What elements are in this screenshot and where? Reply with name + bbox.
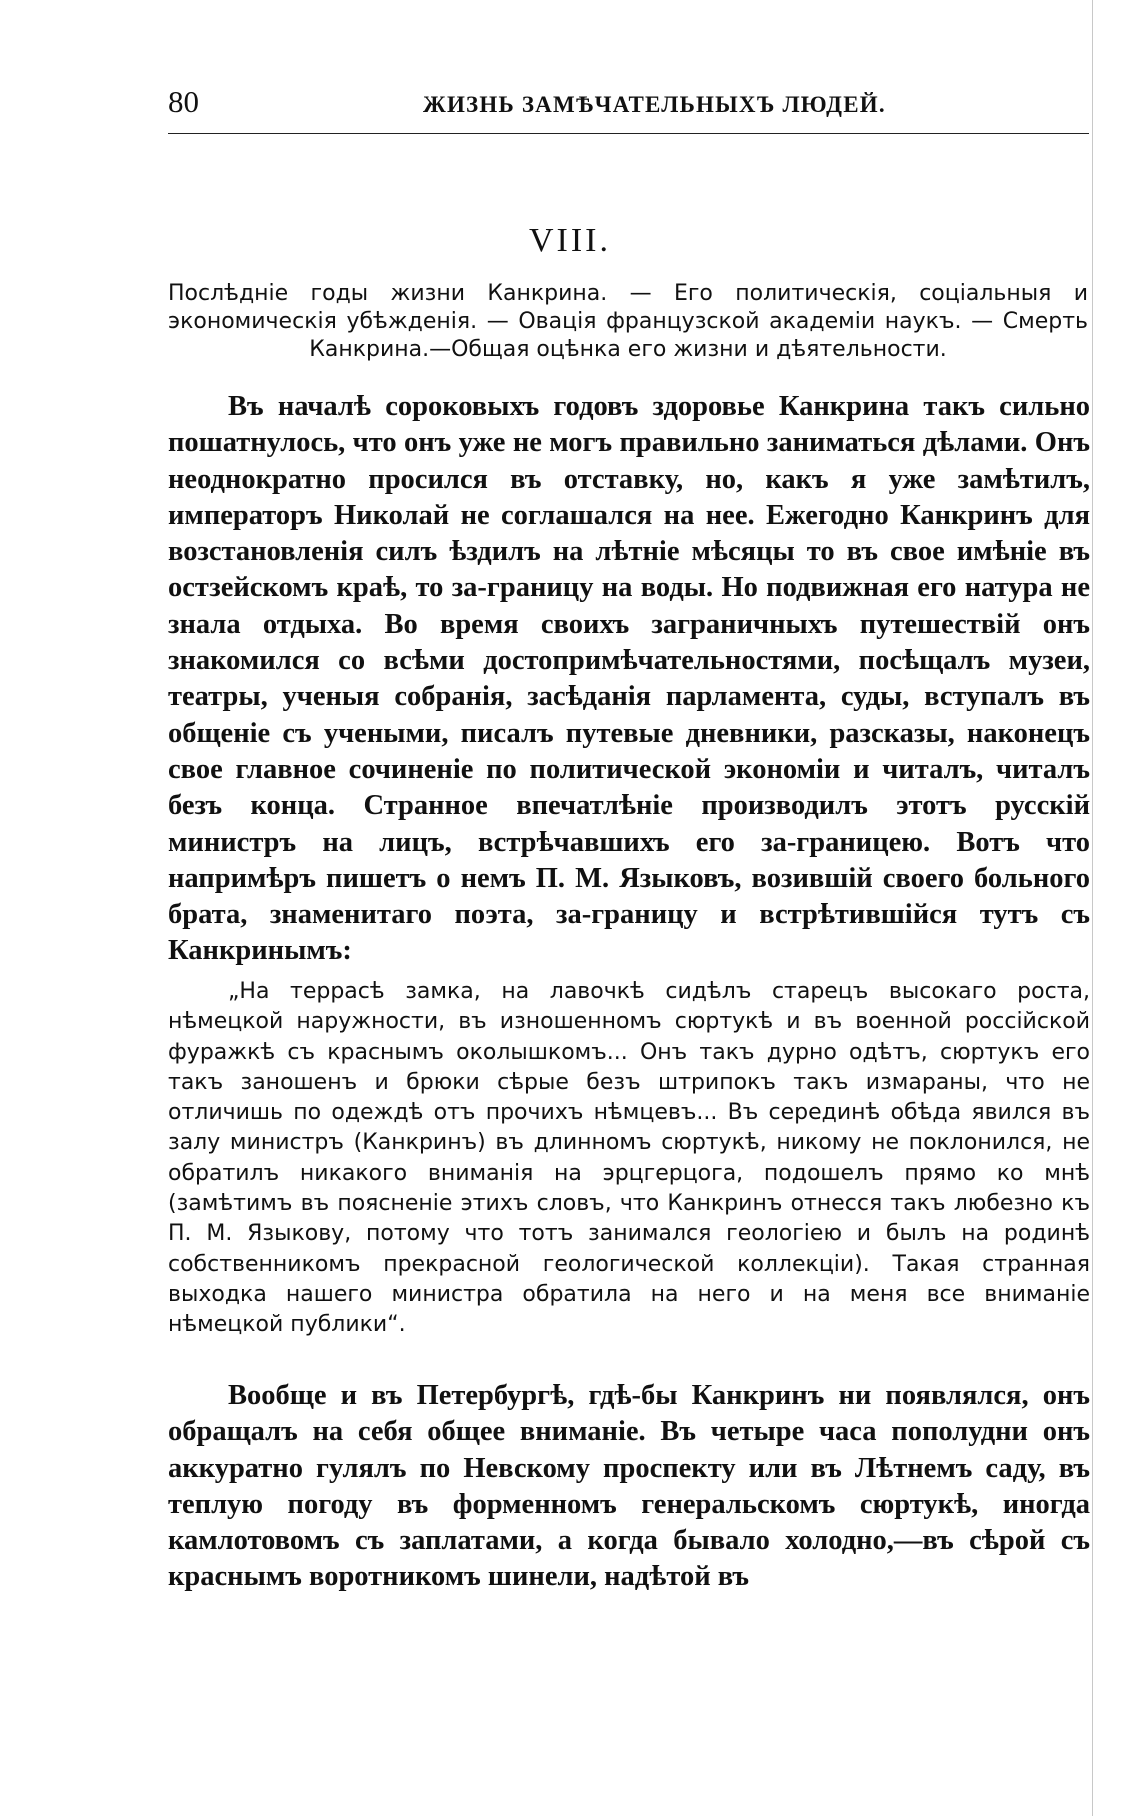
block-quote: „На террасѣ замка, на лавочкѣ сидѣлъ старецъ высокаго роста, нѣмецкой наружности, въ изношенномъ сюртукѣ и въ военной россійской фуражкѣ съ краснымъ околышкомъ... Онъ такъ дурно одѣтъ, сюртукъ его такъ заношенъ и брюки сѣрые безъ штрипокъ такъ измараны, что не отличишь по одеждѣ отъ прочихъ нѣмцевъ... Въ серединѣ обѣда явился въ залу министръ (Канкринъ) въ длинномъ сюртукѣ, никому не поклонился, не обратилъ никакого вниманія на эрцгерцога, подошелъ прямо ко мнѣ (замѣтимъ въ поясненіе этихъ словъ, что Канкринъ отнесся такъ любезно къ П. М. Языкову, потому что тотъ занимался геологіею и былъ на родинѣ собственникомъ прекрасной геологической коллекціи). Такая странная выходка нашего министра обратила на него и на меня все вниманіе нѣмецкой публики“. <box>168 979 1090 1338</box>
body-paragraph-2: Вообще и въ Петербургѣ, гдѣ-бы Канкринъ ни появлялся, онъ обращалъ на себя общее вниманіе. Въ четыре часа пополудни онъ аккуратно гулялъ по Невскому проспекту или въ Лѣтнемъ саду, въ теплую погоду въ форменномъ генеральскомъ сюртукѣ, иногда камлотовомъ съ заплатами, а когда бывало холодно,—въ сѣрой съ краснымъ воротникомъ шинели, надѣтой въ <box>168 1380 1090 1593</box>
page-number: 80 <box>168 84 199 119</box>
chapter-number: VIII. <box>528 222 612 259</box>
header-rule <box>168 133 1089 134</box>
body-paragraph-1: Въ началѣ сороковыхъ годовъ здоровье Канкрина такъ сильно пошатнулось, что онъ уже не могъ правильно заниматься дѣлами. Онъ неоднократно просился въ отставку, но, какъ я уже замѣтилъ, императоръ Николай не соглашался на нее. Ежегодно Канкринъ для возстановленія силъ ѣздилъ на лѣтніе мѣсяцы то въ свое имѣніе въ остзейскомъ краѣ, то за-границу на воды. Но подвижная его натура не знала отдыха. Во время своихъ заграничныхъ путешествій онъ знакомился со всѣми достопримѣчательностями, посѣщалъ музеи, театры, ученыя собранія, засѣданія парламента, суды, вступалъ въ общеніе съ учеными, писалъ путевые дневники, разсказы, наконецъ свое главное сочиненіе по политической экономіи и читалъ, читалъ безъ конца. Странное впечатлѣніе производилъ этотъ русскій министръ на лицъ, встрѣчавшихъ его за-границею. Вотъ что напримѣръ пишетъ о немъ П. М. Языковъ, возившій своего больного брата, знаменитаго поэта, за-границу и встрѣтившійся тутъ съ Канкринымъ: <box>168 391 1090 967</box>
running-header <box>168 80 1088 130</box>
page-edge-line <box>1092 0 1093 1816</box>
chapter-summary: Послѣдніе годы жизни Канкрина. — Его политическія, соціальныя и экономическія убѣжденія. — Овація французской академіи наукъ. — Смерть Канкрина.—Общая оцѣнка его жизни и дѣятельности. <box>168 281 1088 362</box>
running-title: ЖИЗНЬ ЗАМѢЧАТЕЛЬНЫХЪ ЛЮДЕЙ. <box>423 92 886 117</box>
